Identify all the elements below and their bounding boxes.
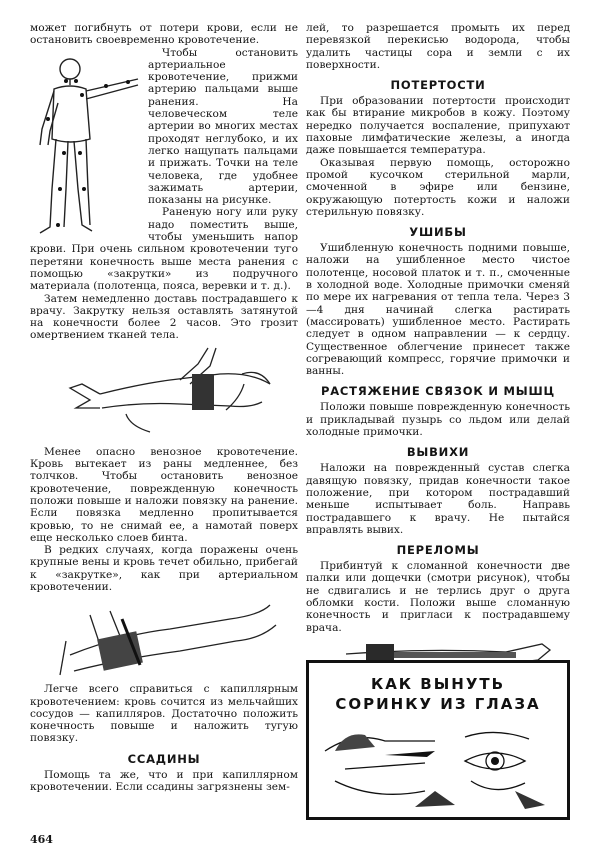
- paragraph: Затем немедленно доставь пострадавшего к врачу. Закрутку нельзя оставлять затянутой на конечности более 2 часов. Это грозит омертвением тканей тела.: [30, 292, 298, 342]
- paragraph: Помощь та же, что и при капиллярном кровотечении. Если ссадины загрязнены зем-: [30, 768, 298, 794]
- box-title-line1: КАК ВЫНУТЬ: [370, 675, 506, 693]
- heading-ssadiny: ССАДИНЫ: [127, 751, 201, 766]
- paragraph: Оказывая первую помощь, осторожно промой кусочком стерильной марли, смоченной в эфире или бензине, окружающую потертость кожи и наложи стерильную повязку.: [306, 156, 570, 218]
- paragraph: Менее опасно венозное кровотечение. Кровь вытекает из раны медленнее, без толчков. Чтобы остановить венозное кровотечение, поврежденную конечность положи повыше и наложи повязку на ранение. Если повязка медленно пропитывается кровью, то не снимай ее, а намотай поверх еще несколько слоев бинта.: [30, 445, 298, 544]
- eye-illustration: [315, 721, 561, 813]
- heading-rastyazhenie: РАСТЯЖЕНИЕ СВЯЗОК И МЫШЦ: [321, 384, 555, 399]
- bandaged-leg-figure: [30, 595, 298, 681]
- paragraph: Наложи на поврежденный сустав слегка давящую повязку, придав конечности такое положение, при котором пострадавший меньше испытывает боль. Направь пострадавшего к врачу. Не пытайся вправлять вывих.: [306, 462, 570, 536]
- paragraph: В редких случаях, когда поражены очень крупные вены и кровь течет обильно, прибегай к «закрутке», как при артериальном кровотечении.: [30, 544, 298, 593]
- paragraph: Прибинтуй к сломанной конечности две палки или дощечки (смотри рисунок), чтобы не сдвигались и не терлись друг о друга обломки кости. Положи выше сломанную конечность и пригласи к пострадавшему врача.: [306, 560, 570, 634]
- heading-vyvihi: ВЫВИХИ: [406, 445, 470, 460]
- paragraph: Чтобы остановить артериальное кровотечение, прижми артерию пальцами выше ранения. На человеческом теле артерии во многих местах проходят неглубоко, и их легко нащупать пальцами и прижать. Точки на теле человека, где удобнее зажимать артерии, показаны на рисунке.: [148, 46, 298, 207]
- tourniquet-arm-figure: [30, 344, 298, 444]
- right-column: [306, 22, 570, 682]
- heading-ushiby: УШИБЫ: [409, 225, 467, 240]
- left-column: [30, 22, 298, 793]
- body-pressure-points-figure: [30, 49, 142, 239]
- heading-potertosti: ПОТЕРТОСТИ: [390, 78, 486, 93]
- paragraph: Легче всего справиться с капиллярным кровотечением: кровь сочится из мельчайших сосудов — капилляров. Достаточно положить конечность повыше и наложить тугую повязку.: [30, 683, 298, 745]
- paragraph: При образовании потертости происходит как бы втирание микробов в кожу. Поэтому нередко получается воспаление, припухают паховые лимфатические железы, а иногда даже повышается температура.: [306, 95, 570, 157]
- paragraph: Ушибленную конечность подними повыше, наложи на ушибленное место чистое полотенце, носовой платок и т. п., смоченные в холодной воде. Холодные примочки сменяй по мере их нагревания от тепла тела. Через 3—4 дня начинай слегка растирать (массировать) ушибленное место. Растирать следует в одном направлении — к сердцу. Существенное облегчение принесет также согревающий компресс, горячие примочки и ванны.: [306, 242, 570, 378]
- eye-speck-box: [306, 660, 570, 820]
- paragraph: Раненую ногу или руку надо поместить выше, чтобы уменьшить напор крови. При очень сильном кровотечении туго перетяни конечность выше места ранения с помощью «закрутки» из подручного материала (полотенца, пояса, веревки и т. д.).: [30, 206, 298, 293]
- paragraph: может погибнуть от потери крови, если не остановить своевременно кровотечение.: [30, 22, 298, 47]
- page-number: 464: [30, 833, 53, 846]
- paragraph: лей, то разрешается промыть их перед перевязкой перекисью водорода, чтобы удалить частицы сора и земли с их поверхности.: [306, 22, 570, 71]
- heading-perelomy: ПЕРЕЛОМЫ: [396, 543, 480, 558]
- box-title-line2: СОРИНКУ ИЗ ГЛАЗА: [335, 695, 541, 713]
- paragraph: Положи повыше поврежденную конечность и прикладывай пузырь со льдом или делай холодные примочки.: [306, 401, 570, 439]
